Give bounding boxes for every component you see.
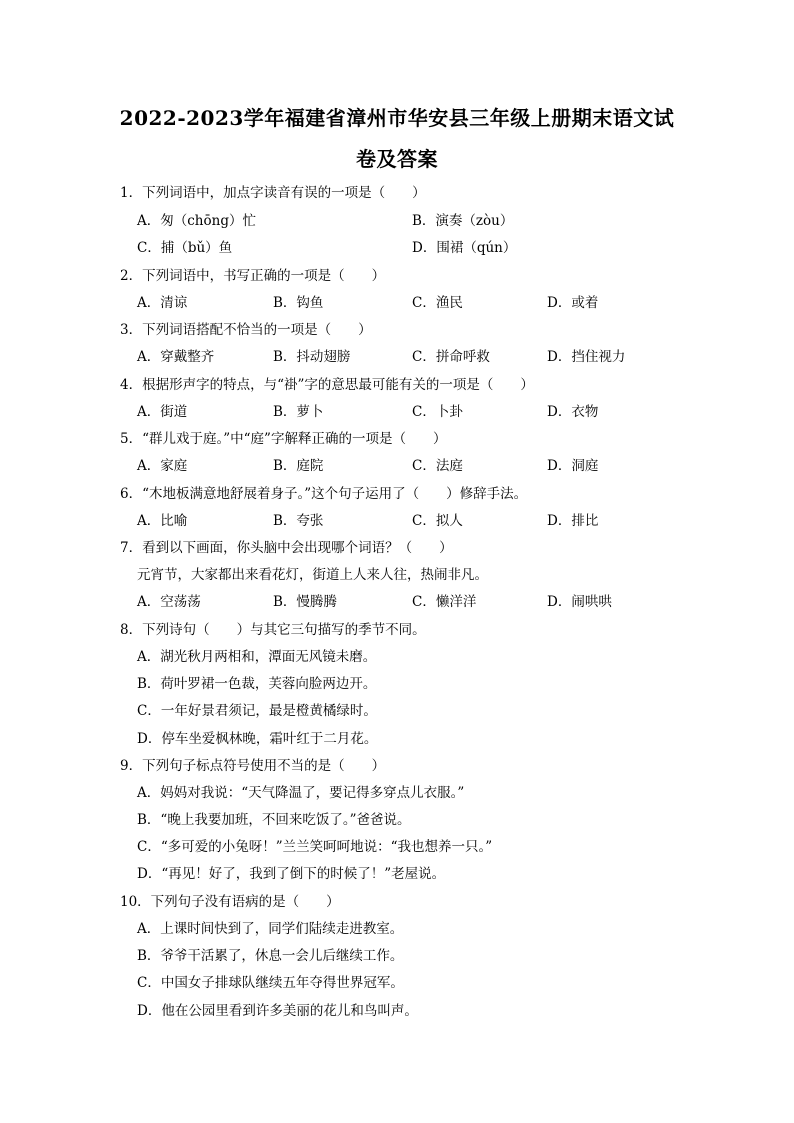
- question-6-stem: 6．“木地板满意地舒展着身子。”这个句子运用了（ ）修辞手法。: [120, 486, 528, 502]
- question-4-option-b: B．萝卜: [273, 404, 324, 420]
- question-7-option-b: B．慢腾腾: [273, 594, 337, 610]
- question-9-option-c: C．“多可爱的小兔呀！”兰兰笑呵呵地说：“我也想养一只。”: [137, 839, 493, 855]
- question-7-option-c: C．懒洋洋: [412, 594, 477, 610]
- question-10-option-d: D．他在公园里看到许多美丽的花儿和鸟叫声。: [137, 1003, 418, 1019]
- question-4-options: [0, 400, 794, 420]
- question-1-option-b: B．演奏（zòu）: [412, 213, 514, 229]
- question-5-option-c: C．法庭: [412, 458, 463, 474]
- question-5-option-a: A．家庭: [137, 458, 188, 474]
- question-8-option-b: B．荷叶罗裙一色裁，芙蓉向脸两边开。: [137, 676, 377, 692]
- question-6-option-a: A．比喻: [137, 513, 188, 529]
- question-5-stem: 5．“群儿戏于庭。”中“庭”字解释正确的一项是（ ）: [120, 431, 447, 447]
- question-1-option-d: D．围裙（qún）: [412, 240, 517, 256]
- question-3-option-b: B．抖动翅膀: [273, 349, 351, 365]
- question-7-option-a: A．空荡荡: [137, 594, 201, 610]
- question-1-options-row-1: [0, 209, 794, 229]
- question-5-option-b: B．庭院: [273, 458, 324, 474]
- question-3-option-a: A．穿戴整齐: [137, 349, 215, 365]
- question-7-passage: 元宵节，大家都出来看花灯，街道上人来人往，热闹非凡。: [137, 567, 488, 583]
- question-8-option-d: D．停车坐爱枫林晚，霜叶红于二月花。: [137, 731, 378, 747]
- question-2-options: [0, 291, 794, 311]
- question-7-stem: 7．看到以下画面，你头脑中会出现哪个词语？（ ）: [120, 540, 453, 556]
- question-6-options: [0, 509, 794, 529]
- question-2-stem: 2．下列词语中，书写正确的一项是（ ）: [120, 268, 386, 284]
- question-8-option-c: C．一年好景君须记，最是橙黄橘绿时。: [137, 703, 377, 719]
- question-9-option-b: B．“晚上我要加班，不回来吃饭了。”爸爸说。: [137, 812, 411, 828]
- question-3-stem: 3．下列词语搭配不恰当的一项是（ ）: [120, 322, 372, 338]
- page-title-line-1: 2022-2023学年福建省漳州市华安县三年级上册期末语文试: [119, 106, 675, 130]
- question-10-stem: 10．下列句子没有语病的是（ ）: [120, 894, 340, 910]
- question-10-option-c: C．中国女子排球队继续五年夺得世界冠军。: [137, 975, 404, 991]
- question-7-option-d: D．闹哄哄: [547, 594, 612, 610]
- question-9-stem: 9．下列句子标点符号使用不当的是（ ）: [120, 758, 386, 774]
- question-4-stem: 4．根据形声字的特点，与“褂”字的意思最可能有关的一项是（ ）: [120, 377, 534, 393]
- question-4-option-a: A．街道: [137, 404, 188, 420]
- question-3-option-d: D．挡住视力: [547, 349, 626, 365]
- question-10-option-a: A．上课时间快到了，同学们陆续走进教室。: [137, 921, 404, 937]
- question-5-options: [0, 454, 794, 474]
- question-2-option-d: D．或着: [547, 295, 599, 311]
- question-2-option-b: B．钩鱼: [273, 295, 324, 311]
- question-10-option-b: B．爷爷干活累了，休息一会儿后继续工作。: [137, 948, 404, 964]
- question-8-option-a: A．湖光秋月两相和，潭面无风镜未磨。: [137, 649, 377, 665]
- question-1-option-a: A．匆（chōng）忙: [137, 213, 256, 229]
- question-4-option-d: D．衣物: [547, 404, 599, 420]
- question-9-option-d: D．“再见！好了，我到了倒下的时候了！”老屋说。: [137, 866, 446, 882]
- question-3-options: [0, 345, 794, 365]
- question-5-option-d: D．洞庭: [547, 458, 599, 474]
- question-6-option-b: B．夸张: [273, 513, 324, 529]
- question-6-option-d: D．排比: [547, 513, 599, 529]
- question-8-stem: 8．下列诗句（ ）与其它三句描写的季节不同。: [120, 622, 426, 638]
- question-3-option-c: C．拼命呼救: [412, 349, 490, 365]
- page-title-line-2: 卷及答案: [356, 147, 438, 171]
- question-1-option-c: C．捕（bǔ）鱼: [137, 240, 233, 256]
- question-2-option-c: C．渔民: [412, 295, 463, 311]
- question-9-option-a: A．妈妈对我说：“天气降温了，要记得多穿点儿衣服。”: [137, 785, 465, 801]
- question-1-options-row-2: [0, 236, 794, 256]
- question-1-stem: 1．下列词语中，加点字读音有误的一项是（ ）: [120, 185, 426, 201]
- question-6-option-c: C．拟人: [412, 513, 463, 529]
- question-2-option-a: A．清谅: [137, 295, 188, 311]
- question-4-option-c: C．卜卦: [412, 404, 463, 420]
- question-7-options: [0, 590, 794, 610]
